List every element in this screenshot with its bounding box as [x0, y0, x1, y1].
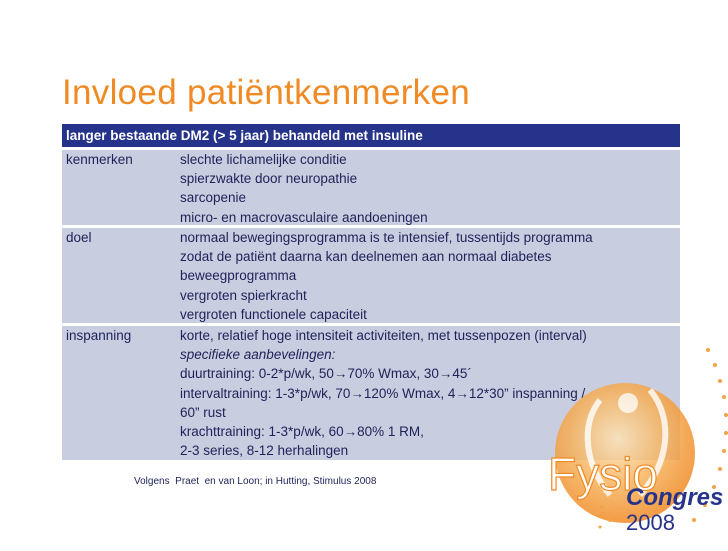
row-line: intervaltraining: 1-3*p/wk, 70→120% Wmax, 4→12*30” inspanning / [180, 385, 586, 401]
table-header: langer bestaande DM2 (> 5 jaar) behandeld met insuline [62, 124, 680, 150]
table-row-kenmerken [62, 150, 680, 228]
row-label: inspanning [66, 328, 132, 343]
row-line-italic: specifieke aanbevelingen: [180, 347, 336, 363]
row-line: spierzwakte door neuropathie [180, 171, 358, 187]
logo-congres: Congres [626, 484, 724, 511]
row-line: normaal bewegingsprogramma is te intensief, tussentijds programma [180, 230, 593, 245]
table-row-doel [62, 228, 680, 326]
row-line: beweegprogramma [180, 268, 297, 284]
row-line: duurtraining: 0-2*p/wk, 50→70% Wmax, 30→45´ [180, 366, 472, 382]
source-citation: Volgens Praet en van Loon; in Hutting, Stimulus 2008 [134, 476, 377, 487]
row-line: korte, relatief hoge intensiteit activiteiten, met tussenpozen (interval) [180, 328, 587, 343]
row-line: zodat de patiënt daarna kan deelnemen aan normaal diabetes [180, 249, 552, 265]
row-line: slechte lichamelijke conditie [180, 152, 347, 167]
row-label: kenmerken [66, 152, 133, 167]
row-line: 60” rust [180, 404, 226, 420]
row-line: micro- en macrovasculaire aandoeningen [180, 209, 428, 225]
row-line: 2-3 series, 8-12 herhalingen [180, 443, 349, 459]
row-values [180, 150, 680, 227]
row-line: vergroten spierkracht [180, 287, 307, 303]
logo-word: Fysio [548, 448, 658, 500]
row-label: doel [66, 230, 92, 245]
slide-title: Invloed patiëntkenmerken [62, 73, 471, 112]
logo-year: 2008 [626, 510, 675, 535]
row-line: krachttraining: 1-3*p/wk, 60→80% 1 RM, [180, 424, 424, 440]
row-line: vergroten functionele capaciteit [180, 306, 367, 322]
row-values [180, 228, 680, 324]
logo-graphic [540, 345, 728, 546]
row-line: sarcopenie [180, 190, 247, 206]
fysio-congres-logo [540, 345, 728, 546]
